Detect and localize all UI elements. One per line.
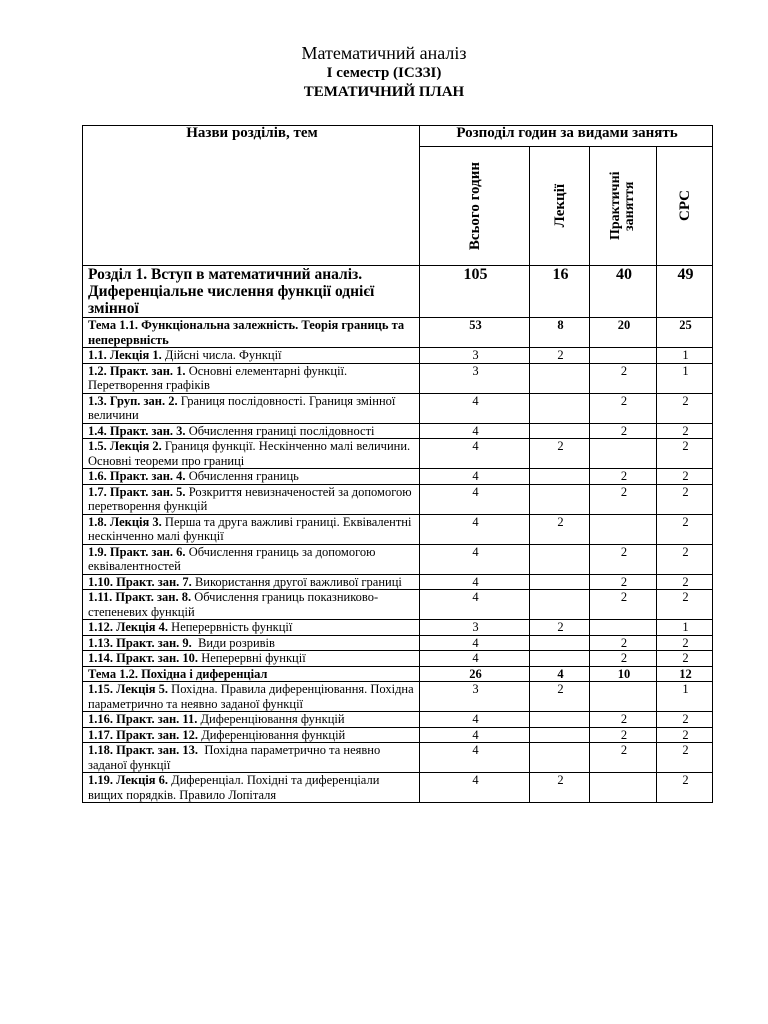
topic-text: Обчислення границь показниково-степеневих функцій <box>88 590 379 619</box>
practice-cell: 2 <box>590 712 657 728</box>
topic-prefix: 1.10. Практ. зан. 7. <box>88 574 192 589</box>
practice-cell <box>590 514 657 544</box>
practice-cell <box>590 682 657 712</box>
topic-text: Обчислення границь за допомогою еквівалентностей <box>88 544 379 573</box>
topic-label <box>83 635 420 651</box>
topic-prefix: 1.5. Лекція 2. <box>88 439 162 453</box>
table-row <box>83 727 713 743</box>
table-row <box>83 439 713 469</box>
table-row <box>83 363 713 393</box>
topic-label <box>83 363 420 393</box>
lectures-cell <box>530 651 590 667</box>
practice-cell: 10 <box>590 666 657 682</box>
topic-prefix: 1.15. Лекція 5. <box>88 682 169 696</box>
practice-cell <box>590 620 657 636</box>
lectures-cell <box>530 469 590 485</box>
lectures-cell: 2 <box>530 348 590 364</box>
hours-total-cell: 4 <box>420 743 530 773</box>
srs-cell: 2 <box>657 393 713 423</box>
lectures-cell <box>530 590 590 620</box>
hours-total-cell: 4 <box>420 574 530 590</box>
table-row <box>83 712 713 728</box>
topic-label <box>83 727 420 743</box>
topic-prefix: 1.7. Практ. зан. 5. <box>88 484 186 499</box>
practice-cell: 2 <box>590 743 657 773</box>
topic-text: Похідна. Правила диференціювання. Похідна параметрично та неявно заданої функції <box>88 682 417 711</box>
topic-label <box>83 590 420 620</box>
topic-label <box>83 439 420 469</box>
srs-cell: 2 <box>657 514 713 544</box>
topic-label <box>83 469 420 485</box>
hours-total-cell: 3 <box>420 620 530 636</box>
hours-total-cell: 4 <box>420 393 530 423</box>
section-srs: 49 <box>657 266 713 318</box>
lectures-cell <box>530 393 590 423</box>
lectures-cell: 2 <box>530 439 590 469</box>
srs-cell: 2 <box>657 574 713 590</box>
practice-cell <box>590 773 657 803</box>
column-header-lectures: Лекції <box>530 147 590 266</box>
lectures-cell <box>530 484 590 514</box>
topic-label <box>83 544 420 574</box>
lectures-cell <box>530 727 590 743</box>
topic-prefix: 1.17. Практ. зан. 12. <box>88 727 199 742</box>
topic-text: Похідна параметрично та неявно заданої функції <box>88 743 384 772</box>
topic-text: Використання другої важливої границі <box>191 574 402 589</box>
topic-text: Дійсні числа. Функції <box>161 348 282 362</box>
topic-text: Перша та друга важливі границі. Еквівалентні нескінченно малі функції <box>88 514 415 543</box>
topic-label <box>83 773 420 803</box>
table-row <box>83 620 713 636</box>
topic-label <box>83 682 420 712</box>
topic-label <box>83 348 420 364</box>
hours-total-cell: 4 <box>420 635 530 651</box>
column-header-srs: СРС <box>657 147 713 266</box>
srs-cell: 2 <box>657 651 713 667</box>
srs-cell: 1 <box>657 682 713 712</box>
table-row <box>83 743 713 773</box>
practice-cell: 2 <box>590 590 657 620</box>
srs-cell: 1 <box>657 620 713 636</box>
table-row <box>83 544 713 574</box>
topic-label <box>83 484 420 514</box>
srs-cell: 2 <box>657 544 713 574</box>
column-header-total: Всього годин <box>420 147 530 266</box>
hours-total-cell: 26 <box>420 666 530 682</box>
section-row <box>83 266 713 318</box>
table-row <box>83 590 713 620</box>
hours-total-cell: 4 <box>420 484 530 514</box>
topic-text: Неперервність функції <box>168 620 293 634</box>
srs-cell: 2 <box>657 635 713 651</box>
hours-total-cell: 4 <box>420 773 530 803</box>
topic-text: Границя функції. Нескінченно малі величини. Основні теореми про границі <box>88 439 414 468</box>
column-header-practice: Практичні заняття <box>590 147 657 266</box>
hours-total-cell: 4 <box>420 439 530 469</box>
topic-prefix: 1.11. Практ. зан. 8. <box>88 590 192 604</box>
practice-cell: 2 <box>590 651 657 667</box>
srs-cell: 2 <box>657 484 713 514</box>
practice-cell <box>590 439 657 469</box>
lectures-cell: 8 <box>530 318 590 348</box>
topic-prefix: 1.8. Лекція 3. <box>88 514 162 529</box>
table-header-row <box>83 126 713 147</box>
table-row <box>83 348 713 364</box>
topic-prefix: 1.2. Практ. зан. 1. <box>88 363 186 378</box>
lectures-cell <box>530 743 590 773</box>
srs-cell: 25 <box>657 318 713 348</box>
practice-cell: 2 <box>590 635 657 651</box>
srs-cell: 2 <box>657 712 713 728</box>
topic-text: Диференціал. Похідні та диференціали вищих порядків. Правило Лопіталя <box>88 773 383 802</box>
lectures-cell: 2 <box>530 514 590 544</box>
practice-cell: 2 <box>590 574 657 590</box>
topic-text: Диференціювання функцій <box>197 712 345 726</box>
topic-text: Диференціювання функцій <box>198 727 346 742</box>
practice-cell: 2 <box>590 363 657 393</box>
theme-label: Тема 1.2. Похідна і диференціал <box>83 666 420 682</box>
srs-cell: 2 <box>657 439 713 469</box>
theme-label: Тема 1.1. Функціональна залежність. Теорія границь та неперервність <box>83 318 420 348</box>
hours-total-cell: 3 <box>420 682 530 712</box>
table-row <box>83 773 713 803</box>
topic-label <box>83 574 420 590</box>
topic-label <box>83 712 420 728</box>
practice-cell: 2 <box>590 423 657 439</box>
hours-total-cell: 3 <box>420 348 530 364</box>
srs-cell: 2 <box>657 773 713 803</box>
practice-cell: 20 <box>590 318 657 348</box>
topic-label <box>83 514 420 544</box>
topic-label <box>83 743 420 773</box>
topic-label <box>83 620 420 636</box>
hours-total-cell: 3 <box>420 363 530 393</box>
practice-cell: 2 <box>590 484 657 514</box>
document-header <box>0 42 768 102</box>
thematic-plan-table <box>82 125 713 803</box>
topic-prefix: 1.14. Практ. зан. 10. <box>88 651 199 665</box>
topic-prefix: 1.4. Практ. зан. 3. <box>88 423 186 438</box>
hours-total-cell: 4 <box>420 651 530 667</box>
hours-total-cell: 4 <box>420 544 530 574</box>
lectures-cell <box>530 712 590 728</box>
topic-prefix: 1.16. Практ. зан. 11. <box>88 712 198 726</box>
hours-distribution-header: Розподіл годин за видами занять <box>420 126 713 147</box>
table-row <box>83 682 713 712</box>
table-row <box>83 393 713 423</box>
plan-title: ТЕМАТИЧНИЙ ПЛАН <box>303 84 465 100</box>
topic-prefix: 1.19. Лекція 6. <box>88 773 169 787</box>
section-lectures: 16 <box>530 266 590 318</box>
topic-prefix: 1.12. Лекція 4. <box>88 620 169 634</box>
table-row <box>83 469 713 485</box>
practice-cell: 2 <box>590 393 657 423</box>
topic-label <box>83 423 420 439</box>
lectures-cell <box>530 363 590 393</box>
topic-text: Види розривів <box>191 635 275 650</box>
topic-label <box>83 651 420 667</box>
lectures-cell <box>530 574 590 590</box>
topic-prefix: 1.9. Практ. зан. 6. <box>88 544 186 559</box>
lectures-cell: 2 <box>530 620 590 636</box>
table-row <box>83 651 713 667</box>
hours-total-cell: 4 <box>420 423 530 439</box>
theme-row <box>83 318 713 348</box>
topic-prefix: 1.6. Практ. зан. 4. <box>88 469 186 483</box>
practice-cell <box>590 348 657 364</box>
topic-text: Розкриття невизначеностей за допомогою перетворення функцій <box>88 484 415 513</box>
topic-label <box>83 393 420 423</box>
section-total: 105 <box>420 266 530 318</box>
topic-text: Обчислення границі послідовності <box>185 423 375 438</box>
srs-cell: 12 <box>657 666 713 682</box>
table-row <box>83 484 713 514</box>
topic-text: Основні елементарні функції. Перетворення графіків <box>88 363 351 392</box>
srs-cell: 1 <box>657 363 713 393</box>
topic-prefix: 1.1. Лекція 1. <box>88 348 162 362</box>
srs-cell: 2 <box>657 469 713 485</box>
lectures-cell <box>530 544 590 574</box>
topic-prefix: 1.18. Практ. зан. 13. <box>88 743 199 757</box>
lectures-cell: 2 <box>530 773 590 803</box>
topic-prefix: 1.3. Груп. зан. 2. <box>88 393 178 408</box>
section-practice: 40 <box>590 266 657 318</box>
table-row <box>83 514 713 544</box>
lectures-cell <box>530 635 590 651</box>
hours-total-cell: 4 <box>420 727 530 743</box>
practice-cell: 2 <box>590 727 657 743</box>
section-label: Розділ 1. Вступ в математичний аналіз. Диференціальне числення функції однієї змінної <box>83 266 420 318</box>
topic-text: Неперервні функції <box>198 651 306 665</box>
subject-title: Математичний аналіз <box>301 43 467 63</box>
srs-cell: 1 <box>657 348 713 364</box>
names-column-header: Назви розділів, тем <box>83 126 420 266</box>
table-row <box>83 423 713 439</box>
semester-label: I семестр (ІСЗЗІ) <box>326 65 442 81</box>
topic-text: Обчислення границь <box>185 469 299 483</box>
table-row <box>83 574 713 590</box>
theme-row <box>83 666 713 682</box>
hours-total-cell: 53 <box>420 318 530 348</box>
hours-total-cell: 4 <box>420 469 530 485</box>
hours-total-cell: 4 <box>420 712 530 728</box>
srs-cell: 2 <box>657 727 713 743</box>
lectures-cell: 4 <box>530 666 590 682</box>
topic-text: Границя послідовності. Границя змінної величини <box>88 393 399 422</box>
hours-total-cell: 4 <box>420 514 530 544</box>
hours-total-cell: 4 <box>420 590 530 620</box>
practice-cell: 2 <box>590 544 657 574</box>
lectures-cell <box>530 423 590 439</box>
lectures-cell: 2 <box>530 682 590 712</box>
practice-cell: 2 <box>590 469 657 485</box>
srs-cell: 2 <box>657 590 713 620</box>
srs-cell: 2 <box>657 743 713 773</box>
topic-prefix: 1.13. Практ. зан. 9. <box>88 635 192 650</box>
table-row <box>83 635 713 651</box>
srs-cell: 2 <box>657 423 713 439</box>
